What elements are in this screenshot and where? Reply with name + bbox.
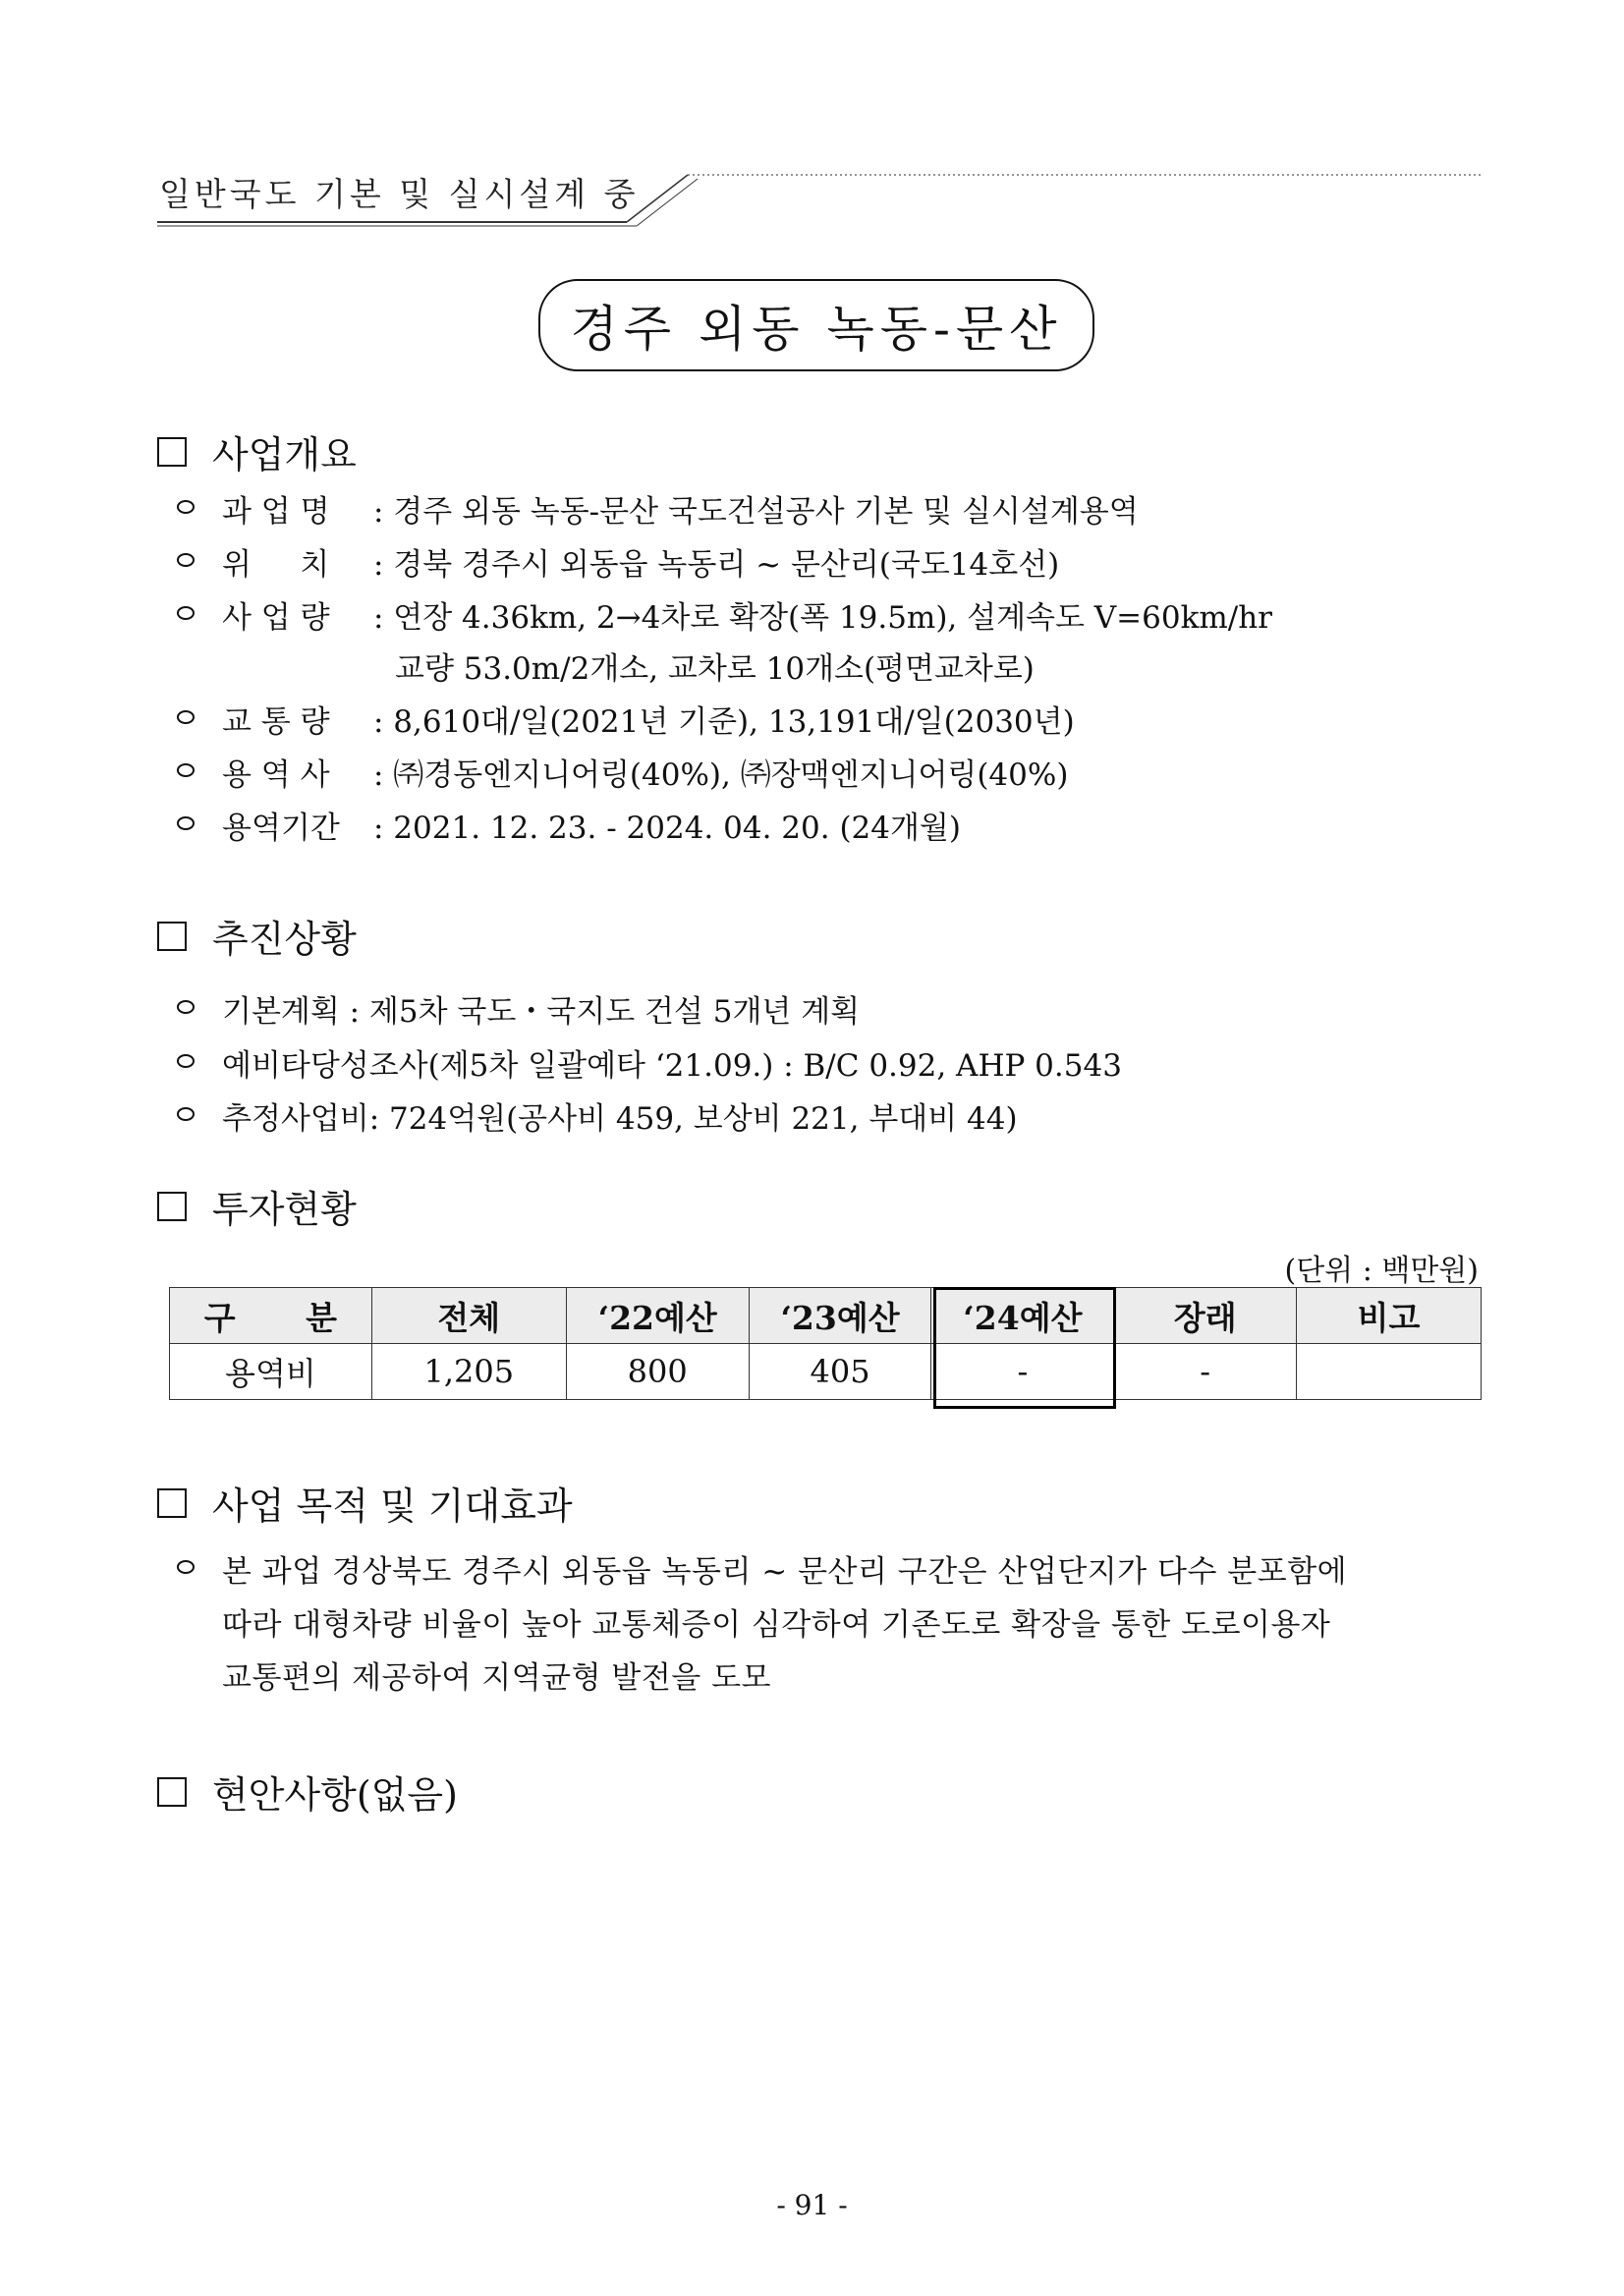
column-header: 비고	[1297, 1288, 1482, 1344]
circle-bullet-icon	[177, 1107, 195, 1121]
circle-bullet-icon	[177, 500, 195, 514]
running-header	[157, 169, 1484, 228]
table-cell: 1,205	[371, 1344, 566, 1400]
section-title: 투자현황	[212, 1188, 357, 1231]
item-value: : 8,610대/일(2021년 기준), 13,191대/일(2030년)	[373, 704, 1075, 740]
column-header: 전체	[371, 1288, 566, 1344]
checkbox-icon	[157, 437, 187, 467]
table-cell: 405	[749, 1344, 931, 1400]
table-cell: -	[1114, 1344, 1297, 1400]
section-title: 사업 목적 및 기대효과	[212, 1484, 573, 1528]
progress-item: 추정사업비: 724억원(공사비 459, 보상비 221, 부대비 44)	[222, 1101, 1018, 1137]
circle-bullet-icon	[177, 1000, 195, 1014]
column-header: 구 분	[170, 1288, 372, 1344]
item-label: 위 치	[222, 547, 330, 583]
item-label: 과 업 명	[222, 494, 330, 530]
item-value: : 2021. 12. 23. - 2024. 04. 20. (24개월)	[373, 811, 961, 846]
item-value-continued: 교량 53.0m/2개소, 교차로 10개소(평면교차로)	[395, 651, 1035, 687]
section-purpose-heading	[157, 1476, 573, 1530]
section-title: 현안사항(없음)	[212, 1773, 458, 1817]
item-value: : 경주 외동 녹동-문산 국도건설공사 기본 및 실시설계용역	[373, 494, 1139, 530]
column-header: ‘24예산	[931, 1288, 1114, 1344]
page-number: - 91 -	[776, 2189, 848, 2221]
circle-bullet-icon	[177, 1560, 195, 1574]
checkbox-icon	[157, 922, 187, 951]
column-header: ‘22예산	[566, 1288, 749, 1344]
section-investment-heading	[157, 1179, 357, 1233]
circle-bullet-icon	[177, 1054, 195, 1068]
item-label: 교 통 량	[222, 704, 330, 740]
unit-label: (단위 : 백만원)	[1284, 1254, 1479, 1288]
page-title: 경주 외동 녹동-문산	[538, 279, 1094, 371]
table-cell: 용역비	[170, 1344, 372, 1400]
progress-item: 기본계획 : 제5차 국도・국지도 건설 5개년 계획	[222, 994, 861, 1030]
paragraph-line: 교통편의 제공하여 지역균형 발전을 도모	[222, 1660, 771, 1696]
item-label: 사 업 량	[222, 600, 330, 636]
item-label: 용역기간	[222, 811, 340, 846]
circle-bullet-icon	[177, 763, 195, 777]
investment-table	[169, 1287, 1482, 1400]
circle-bullet-icon	[177, 553, 195, 567]
item-value: : ㈜경동엔지니어링(40%), ㈜장맥엔지니어링(40%)	[373, 757, 1069, 793]
section-title: 추진상황	[212, 918, 357, 961]
circle-bullet-icon	[177, 606, 195, 620]
table-row	[170, 1344, 1482, 1400]
section-title: 사업개요	[212, 433, 357, 476]
table-header-row	[170, 1288, 1482, 1344]
table-cell: -	[931, 1344, 1114, 1400]
checkbox-icon	[157, 1488, 187, 1518]
section-issues-heading	[157, 1764, 458, 1819]
checkbox-icon	[157, 1192, 187, 1221]
circle-bullet-icon	[177, 710, 195, 724]
table-cell: 800	[566, 1344, 749, 1400]
column-header: 장래	[1114, 1288, 1297, 1344]
item-value: : 경북 경주시 외동읍 녹동리 ~ 문산리(국도14호선)	[373, 547, 1060, 583]
paragraph-line: 따라 대형차량 비율이 높아 교통체증이 심각하여 기존도로 확장을 통한 도로이용자	[222, 1607, 1331, 1643]
section-overview-heading	[157, 424, 357, 478]
circle-bullet-icon	[177, 816, 195, 830]
table-cell	[1297, 1344, 1482, 1400]
section-progress-heading	[157, 909, 357, 963]
progress-item: 예비타당성조사(제5차 일괄예타 ‘21.09.) : B/C 0.92, AHP 0.543	[222, 1048, 1122, 1084]
paragraph-line: 본 과업 경상북도 경주시 외동읍 녹동리 ~ 문산리 구간은 산업단지가 다수 분포함에	[222, 1554, 1348, 1590]
item-label: 용 역 사	[222, 757, 330, 793]
column-header: ‘23예산	[749, 1288, 931, 1344]
item-value: : 연장 4.36km, 2→4차로 확장(폭 19.5m), 설계속도 V=60km/hr	[373, 600, 1272, 636]
header-title: 일반국도 기본 및 실시설계 중	[159, 175, 640, 213]
checkbox-icon	[157, 1777, 187, 1807]
